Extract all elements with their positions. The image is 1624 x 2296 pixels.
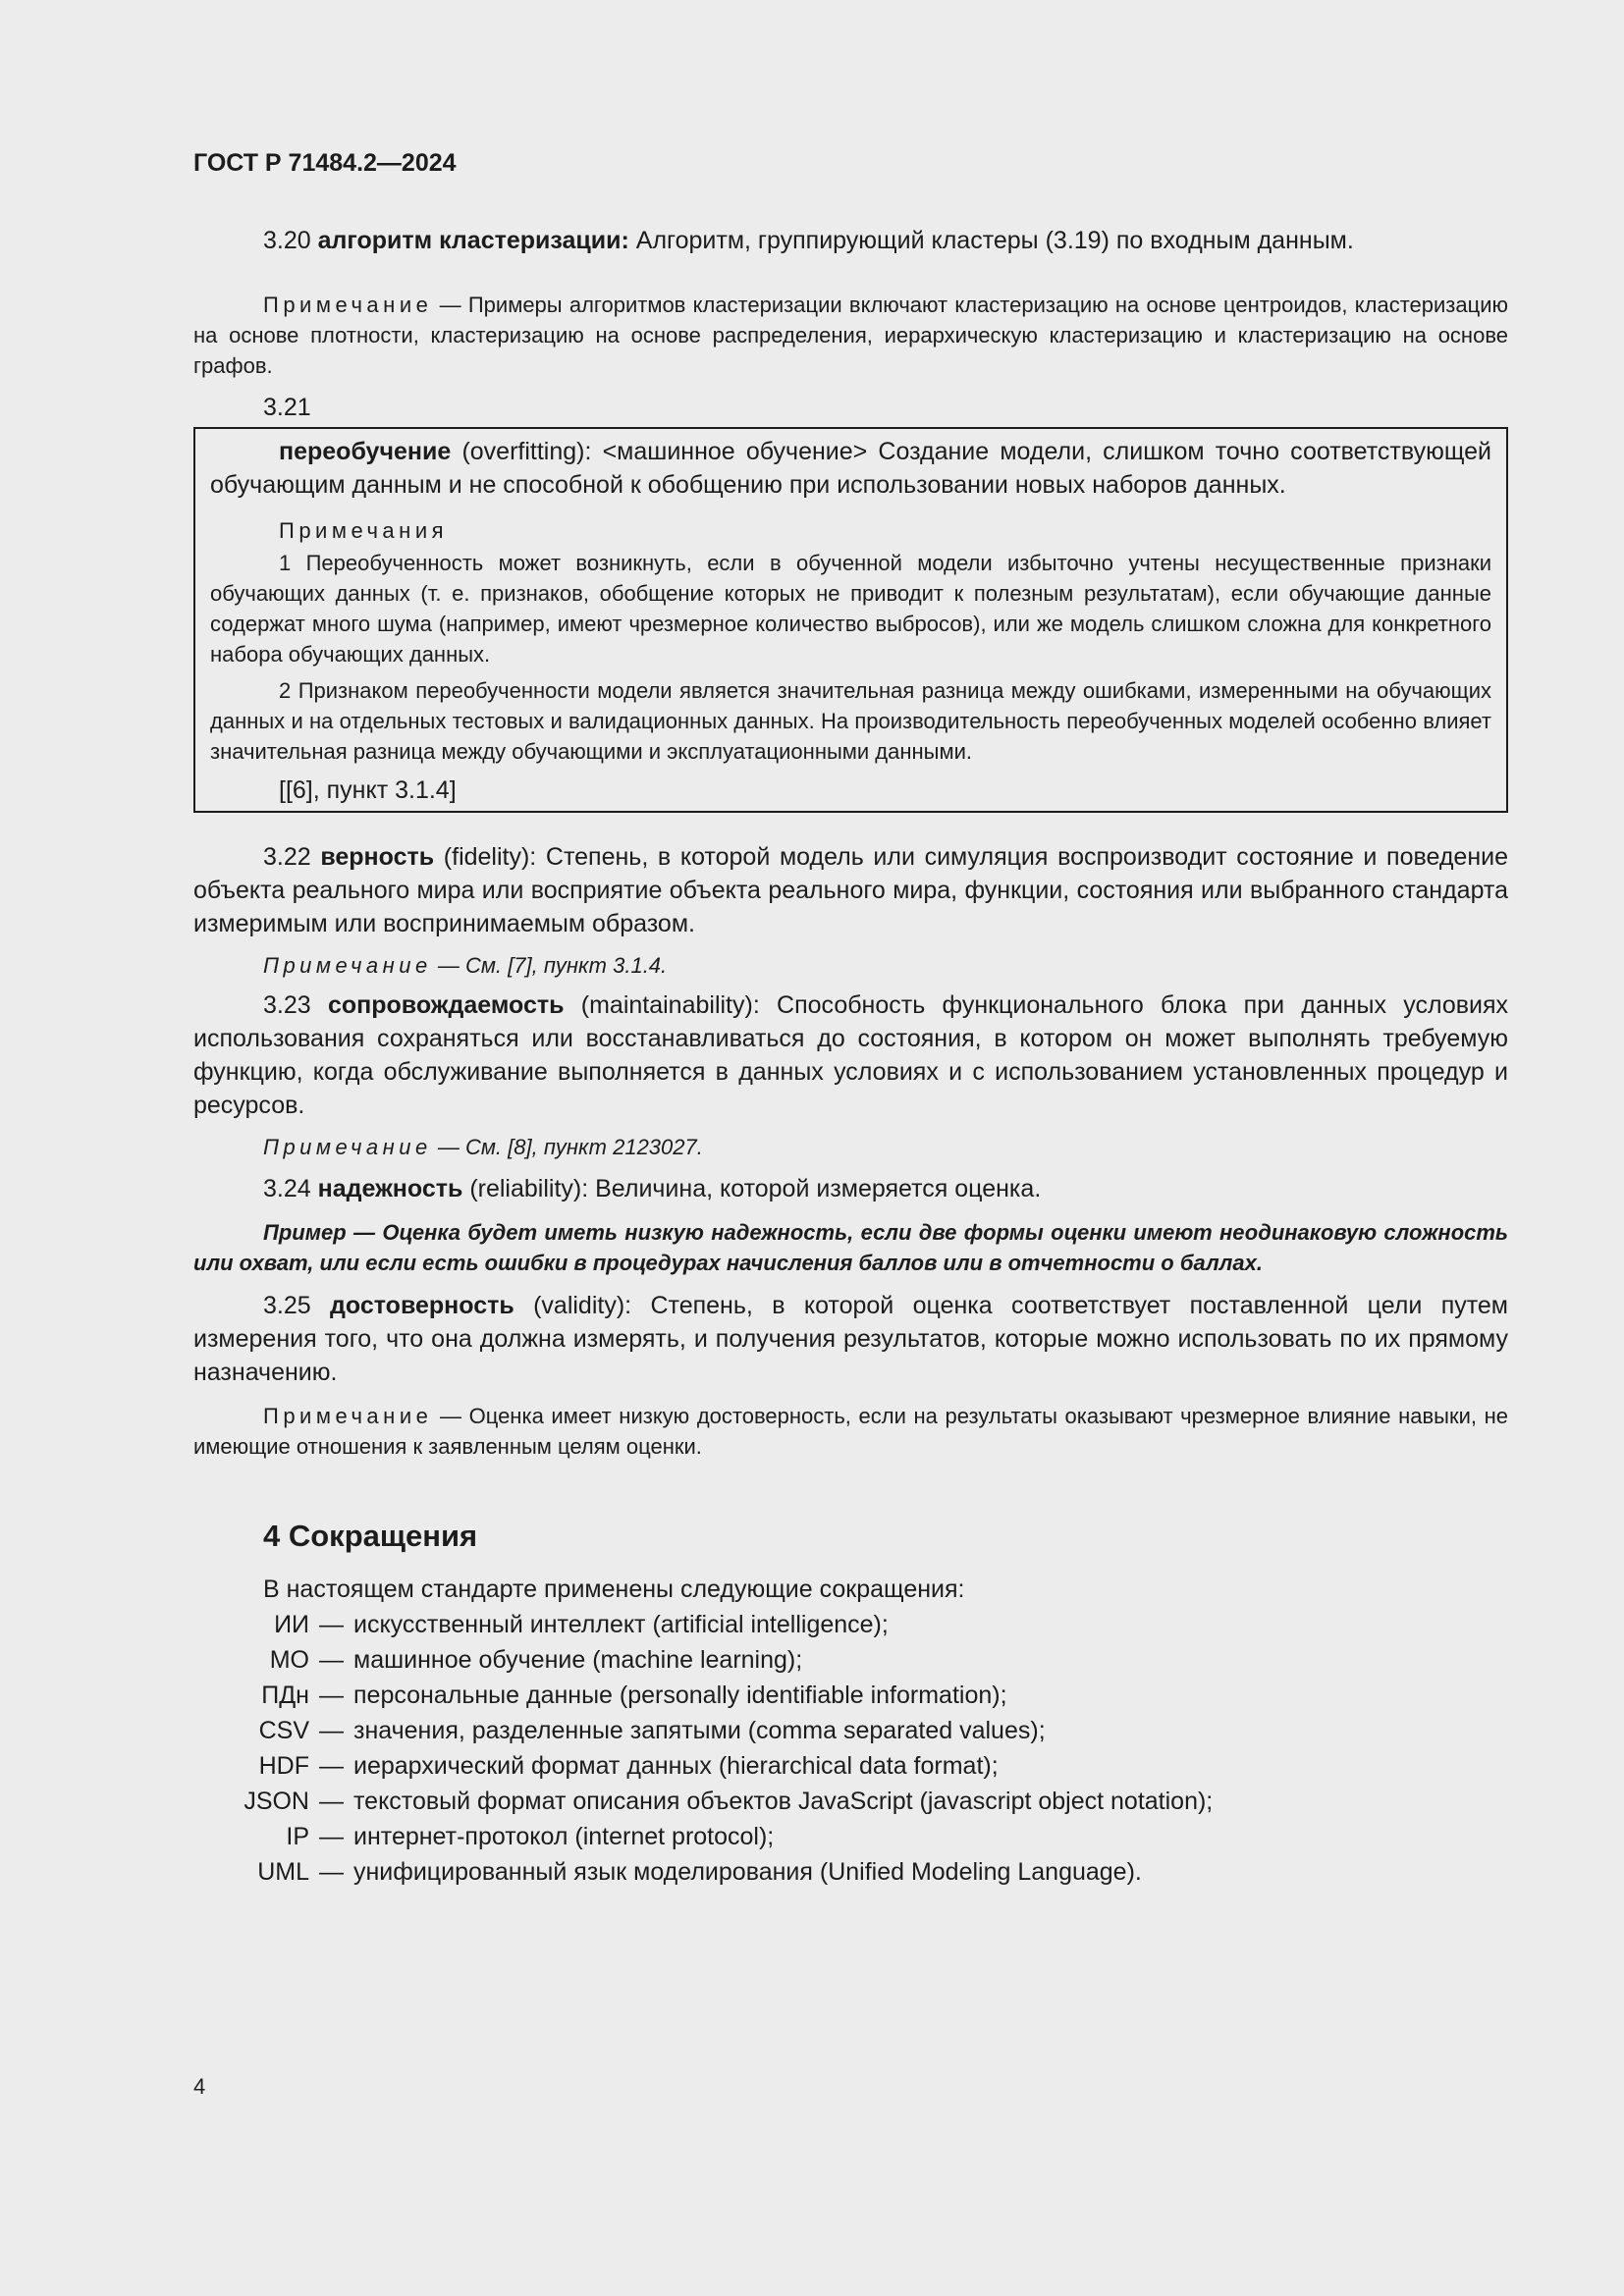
abbreviation-dash: — (319, 1717, 344, 1744)
note-label: Примечание (263, 1404, 433, 1428)
term-name: сопровождаемость (327, 991, 565, 1019)
term-number: 3.24 (263, 1175, 311, 1202)
note-label: Примечание (263, 1135, 432, 1159)
note-2: 2 Признаком переобученности модели является значительная разница между ошибками, измеренными на обучающих данных и на отдельных тестовых и валидационных данных. На производительность переобученных моделей особенно влияет значительная разница между обучающими и эксплуатационными данными. (210, 678, 1491, 764)
abbreviation-dash: — (319, 1788, 344, 1815)
abbreviation-dash: — (319, 1858, 344, 1886)
term-number-3-21: 3.21 (263, 394, 311, 421)
term-name: алгоритм кластеризации: (317, 227, 629, 254)
abbreviation-item (193, 1678, 1508, 1713)
term-name: надежность (317, 1175, 463, 1202)
note-text: — Примеры алгоритмов кластеризации включают кластеризацию на основе центроидов, кластеризацию на основе плотности, кластеризацию на основе распределения, иерархическую кластеризацию и кластеризацию на основе графов. (193, 293, 1508, 378)
abbreviation-item (193, 1784, 1508, 1819)
term-definition: (fidelity): Степень, в которой модель или симуляция воспроизводит состояние и поведение объекта реального мира или восприятие объекта реального мира, функции, состояния или выбранного стандарта измеримым или воспринимаемым образом. (193, 843, 1509, 937)
abbreviation-list (193, 1607, 1508, 1890)
page-content (193, 224, 1508, 1890)
notes-label: Примечания (279, 518, 449, 543)
note-3-25 (193, 1401, 1508, 1462)
page-number: 4 (193, 2074, 206, 2099)
term-3-20 (193, 224, 1508, 257)
term-number: 3.25 (263, 1292, 311, 1319)
note-1: 1 Переобученность может возникнуть, если в обученной модели избыточно учтены несущественные признаки обучающих данных (т. е. признаков, обобщение которых не приводит к полезным результатам), если обучающие данные содержат много шума (например, имеют чрезмерное количество выбросов), или же модель слишком сложна для конкретного набора обучающих данных. (210, 551, 1491, 667)
term-definition: (validity): Степень, в которой оценка соответствует поставленной цели путем измерения того, что она должна измерять, и получения результатов, которые можно использовать по их прямому назначению. (193, 1292, 1508, 1386)
document-header: ГОСТ Р 71484.2—2024 (193, 149, 457, 177)
note-3-20 (193, 290, 1508, 381)
abbreviation-text: искусственный интеллект (artificial intelligence); (353, 1611, 889, 1638)
abbreviation-dash: — (319, 1752, 344, 1780)
term-definition: (reliability): Величина, которой измеряется оценка. (469, 1175, 1042, 1202)
term-3-23 (193, 988, 1508, 1122)
abbreviation-text: значения, разделенные запятыми (comma separated values); (353, 1717, 1046, 1744)
abbreviation-text: иерархический формат данных (hierarchical data format); (353, 1752, 999, 1780)
abbreviation-dash: — (319, 1611, 344, 1638)
example-3-24: Пример — Оценка будет иметь низкую надежность, если две формы оценки имеют неодинаковую сложность или охват, или если есть ошибки в процедурах начисления баллов или в отчетности о баллах. (193, 1220, 1508, 1275)
abbreviation-text: унифицированный язык моделирования (Unified Modeling Language). (353, 1858, 1142, 1886)
term-number: 3.23 (263, 991, 311, 1019)
term-3-21 (210, 435, 1491, 502)
abbreviation-code: IP (286, 1823, 309, 1850)
term-name: достоверность (330, 1292, 514, 1319)
term-definition: Алгоритм, группирующий кластеры (3.19) по входным данным. (635, 227, 1354, 254)
term-name: верность (320, 843, 435, 871)
abbreviation-dash: — (319, 1823, 344, 1850)
abbreviations-intro: В настоящем стандарте применены следующие сокращения: (263, 1575, 965, 1603)
note-text: — Оценка имеет низкую достоверность, если на результаты оказывают чрезмерное влияние навыки, не имеющие отношения к заявленным целям оценки. (193, 1404, 1508, 1459)
abbreviation-item (193, 1607, 1508, 1642)
abbreviation-code: UML (257, 1858, 309, 1886)
abbreviation-item (193, 1854, 1508, 1890)
abbreviation-code: МО (269, 1646, 309, 1674)
term-3-21-box (193, 427, 1508, 813)
term-definition: (maintainability): Способность функционального блока при данных условиях использования сохраняться или восстанавливаться до состояния, в котором он может выполнять требуемую функцию, когда обслуживание выполняется в данных условиях и с использованием установленных процедур и ресурсов. (193, 991, 1509, 1119)
abbreviation-item (193, 1819, 1508, 1854)
abbreviation-code: CSV (258, 1717, 309, 1744)
note-text: — См. [7], пункт 3.1.4. (437, 953, 668, 978)
abbreviation-item (193, 1713, 1508, 1748)
term-definition: (overfitting): <машинное обучение> Создание модели, слишком точно соответствующей обучающим данным и не способной к обобщению при использовании новых наборов данных. (210, 438, 1491, 499)
term-number: 3.22 (263, 843, 311, 871)
term-3-25 (193, 1289, 1508, 1389)
abbreviation-text: персональные данные (personally identifiable information); (353, 1682, 1007, 1709)
term-3-22 (193, 840, 1508, 940)
term-number: 3.20 (263, 227, 311, 254)
abbreviation-text: текстовый формат описания объектов JavaScript (javascript object notation); (353, 1788, 1214, 1815)
abbreviation-text: интернет-протокол (internet protocol); (353, 1823, 775, 1850)
abbreviation-code: ИИ (274, 1611, 309, 1638)
abbreviation-item (193, 1748, 1508, 1784)
note-label: Примечание (263, 953, 432, 978)
note-3-23 (193, 1132, 1508, 1162)
abbreviation-dash: — (319, 1646, 344, 1674)
term-name: переобучение (279, 438, 452, 465)
note-label: Примечание (263, 293, 433, 317)
note-3-22 (193, 950, 1508, 981)
abbreviation-code: ПДн (261, 1682, 309, 1709)
note-text: — См. [8], пункт 2123027. (437, 1135, 703, 1159)
section-4-title: 4 Сокращения (263, 1519, 478, 1553)
abbreviation-dash: — (319, 1682, 344, 1709)
abbreviation-code: HDF (258, 1752, 309, 1780)
abbreviation-code: JSON (244, 1788, 309, 1815)
abbreviation-item (193, 1642, 1508, 1678)
term-3-24 (193, 1172, 1508, 1205)
source-reference: [[6], пункт 3.1.4] (279, 776, 457, 804)
abbreviation-text: машинное обучение (machine learning); (353, 1646, 803, 1674)
